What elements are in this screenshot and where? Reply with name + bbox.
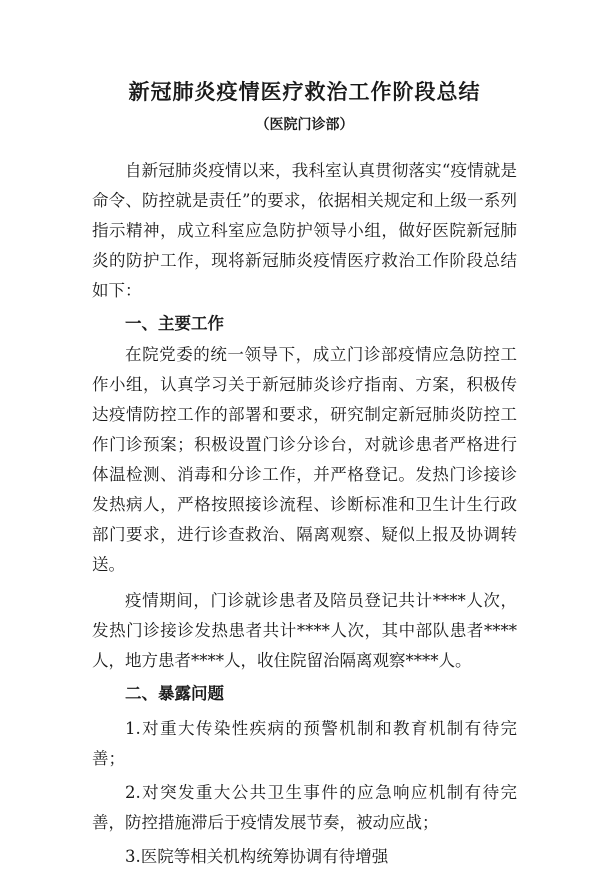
section-heading-main-work: 一、主要工作	[125, 314, 224, 333]
intro-paragraph: 自新冠肺炎疫情以来，我科室认真贯彻落实“疫情就是命令、防控就是责任”的要求，依据相关规定和上级一系列指示精神，成立科室应急防护领导小组，做好医院新冠肺炎的防护工作，现将新冠肺炎疫情医疗救治工作阶段总结如下：	[92, 161, 517, 300]
issue-item-3: 3.医院等相关机构统筹协调有待增强	[125, 847, 389, 866]
main-work-paragraph-1: 在院党委的统一领导下，成立门诊部疫情应急防控工作小组，认真学习关于新冠肺炎诊疗指南、方案，积极传达疫情防控工作的部署和要求，研究制定新冠肺炎防控工作门诊预案；积极设置门诊分诊台，对就诊患者严格进行体温检测、消毒和分诊工作，并严格登记。发热门诊接诊发热病人，严格按照接诊流程、诊断标准和卫生计生行政部门要求，进行诊查救治、隔离观察、疑似上报及协调转送。	[92, 345, 517, 574]
section-heading-issues: 二、暴露问题	[125, 684, 224, 703]
issue-item-2: 2.对突发重大公共卫生事件的应急响应机制有待完善，防控措施滞后于疫情发展节奏，被动应战；	[92, 783, 517, 832]
issue-item-1: 1.对重大传染性疾病的预警机制和教育机制有待完善；	[92, 719, 517, 768]
document-subtitle: （医院门诊部）	[255, 117, 354, 133]
document-title: 新冠肺炎疫情医疗救治工作阶段总结	[128, 80, 481, 104]
main-work-paragraph-2: 疫情期间，门诊就诊患者及陪员登记共计****人次，发热门诊接诊发热患者共计****人次，其中部队患者****人，地方患者****人，收住院留治隔离观察****人。	[92, 591, 517, 670]
